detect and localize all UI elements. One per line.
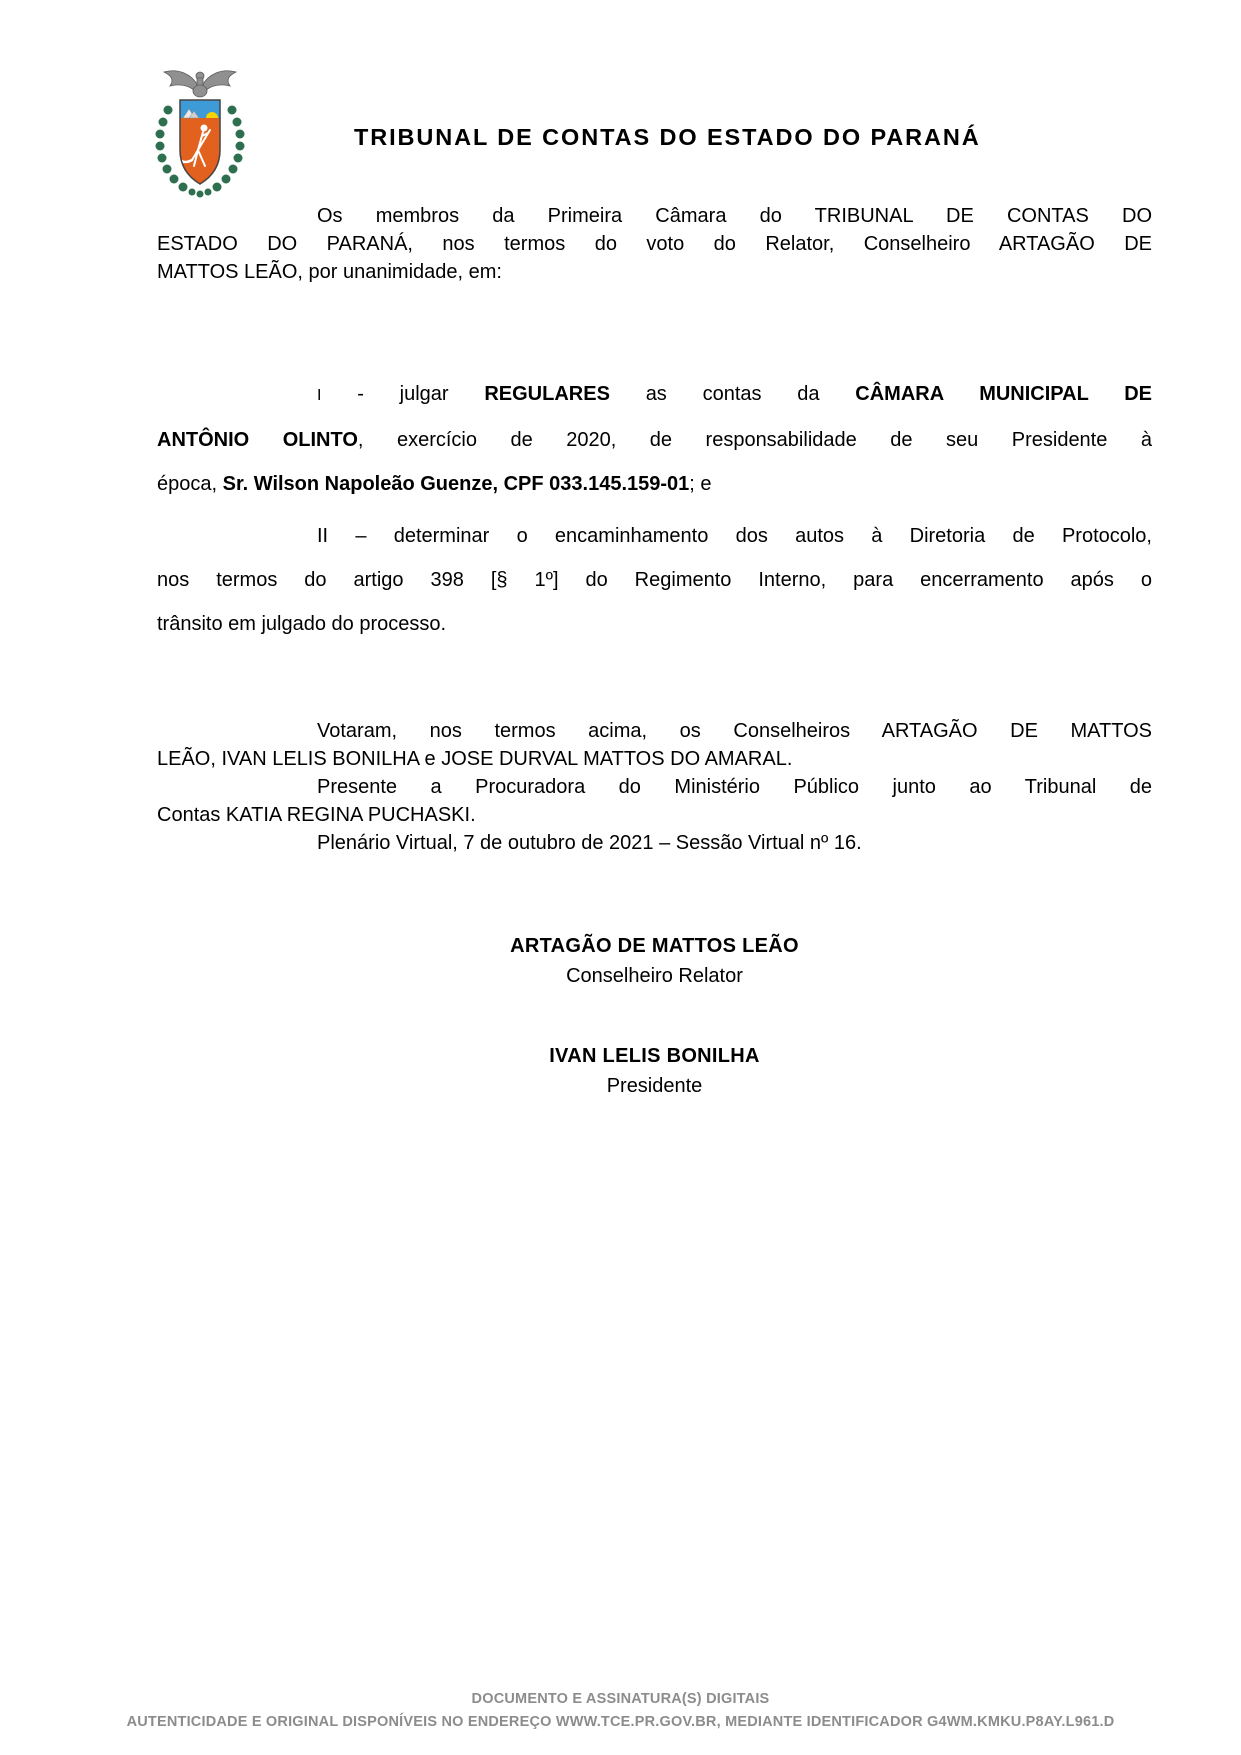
paragraph-votaram	[157, 717, 1152, 773]
text-line: época, Sr. Wilson Napoleão Guenze, CPF 033.145.159-01; e	[157, 473, 712, 495]
paragraph-presente	[157, 773, 1152, 829]
text-line: MATTOS LEÃO, por unanimidade, em:	[157, 261, 502, 283]
signature-block-presidente	[157, 1041, 1152, 1101]
paragraph-item-i	[157, 372, 1152, 506]
text-line: Votaram, nos termos acima, os Conselheiros ARTAGÃO DE MATTOS	[317, 720, 1152, 742]
signatory-role: Conselheiro Relator	[566, 965, 743, 987]
document-body	[157, 0, 1152, 1101]
signatory-role: Presidente	[606, 1075, 703, 1097]
text-line: Plenário Virtual, 7 de outubro de 2021 – Sessão Virtual nº 16.	[317, 832, 862, 854]
text-line: I - julgar REGULARES as contas da CÂMARA MUNICIPAL DE	[317, 383, 1153, 405]
text-line: trânsito em julgado do processo.	[157, 613, 447, 635]
signatory-name: IVAN LELIS BONILHA	[549, 1045, 760, 1067]
signatory-name: ARTAGÃO DE MATTOS LEÃO	[510, 935, 799, 957]
signature-block-relator	[157, 931, 1152, 991]
text-line: II – determinar o encaminhamento dos autos à Diretoria de Protocolo,	[317, 525, 1152, 547]
paragraph-intro	[157, 202, 1152, 286]
footer	[0, 1688, 1241, 1734]
text-line: Os membros da Primeira Câmara do TRIBUNAL DE CONTAS DO	[317, 205, 1152, 227]
paragraph-plenario	[157, 829, 1152, 857]
footer-line-1: DOCUMENTO E ASSINATURA(S) DIGITAIS	[471, 1691, 770, 1707]
text-line: LEÃO, IVAN LELIS BONILHA e JOSE DURVAL MATTOS DO AMARAL.	[157, 748, 793, 770]
footer-line-2: AUTENTICIDADE E ORIGINAL DISPONÍVEIS NO ENDEREÇO WWW.TCE.PR.GOV.BR, MEDIANTE IDENTIFICADOR G4WM.KMKU.P8AY.L961.D	[126, 1714, 1115, 1730]
text-line: ESTADO DO PARANÁ, nos termos do voto do Relator, Conselheiro ARTAGÃO DE	[157, 233, 1152, 255]
page-title: TRIBUNAL DE CONTAS DO ESTADO DO PARANÁ	[354, 124, 981, 150]
text-line: Presente a Procuradora do Ministério Público junto ao Tribunal de	[317, 776, 1152, 798]
text-line: Contas KATIA REGINA PUCHASKI.	[157, 804, 476, 826]
text-line: ANTÔNIO OLINTO, exercício de 2020, de responsabilidade de seu Presidente à	[157, 429, 1152, 451]
paragraph-item-ii	[157, 514, 1152, 646]
text-line: nos termos do artigo 398 [§ 1º] do Regimento Interno, para encerramento após o	[157, 569, 1152, 591]
